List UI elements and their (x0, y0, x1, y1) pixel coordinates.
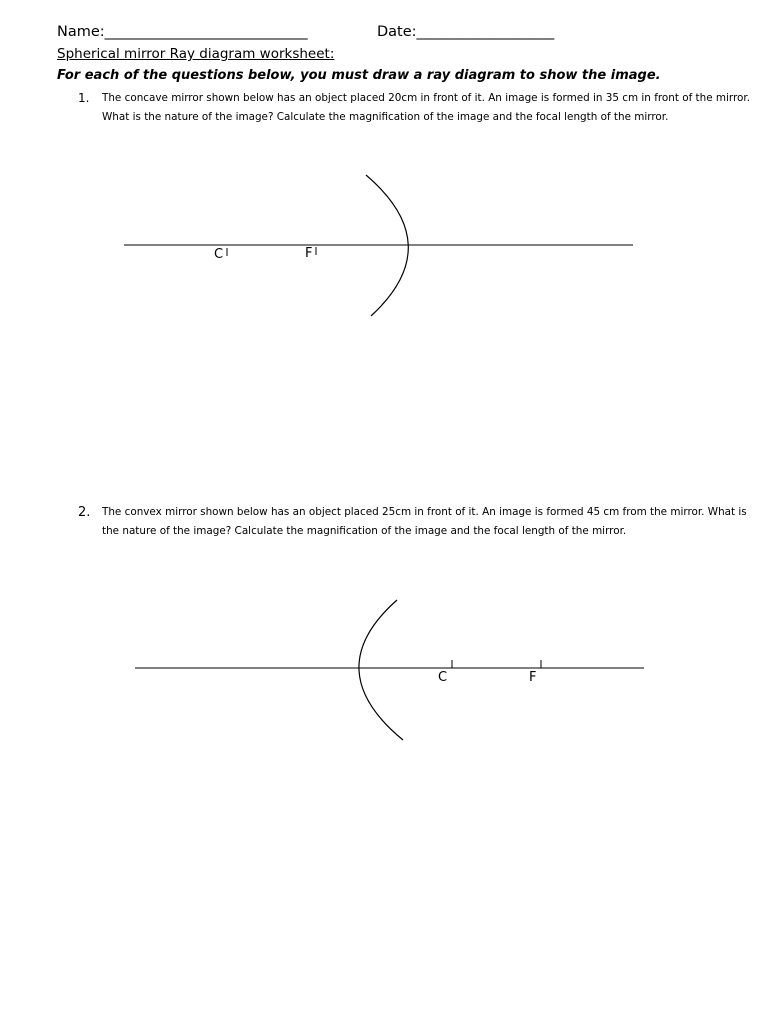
question-1-text: The concave mirror shown below has an object placed 20cm in front of it. An image is formed in 35 cm in front of the mirror. What is the nature of the image? Calculate the magnification of the image and the focal length of the mirror. (102, 92, 751, 123)
focal-point-label: F (529, 670, 537, 685)
convex-mirror-diagram (0, 590, 768, 750)
question-2 (78, 503, 750, 541)
concave-mirror-diagram (0, 160, 768, 330)
question-1-number: 1. (78, 91, 90, 105)
focal-point-label: F (305, 246, 313, 261)
worksheet-title: Spherical mirror Ray diagram worksheet: (57, 46, 335, 62)
question-1 (78, 89, 750, 127)
center-of-curvature-label: C (214, 247, 224, 262)
question-2-number: 2. (78, 505, 91, 520)
convex-mirror (359, 600, 403, 740)
name-field: Name:____________________________ (57, 24, 308, 40)
center-of-curvature-label: C (438, 670, 448, 685)
question-2-text: The convex mirror shown below has an object placed 25cm in front of it. An image is formed 45 cm from the mirror. What is the nature of the image? Calculate the magnification of the image and the focal length of the mirror. (102, 506, 747, 537)
date-field: Date:___________________ (377, 24, 555, 40)
worksheet-instruction: For each of the questions below, you must draw a ray diagram to show the image. (57, 68, 661, 83)
